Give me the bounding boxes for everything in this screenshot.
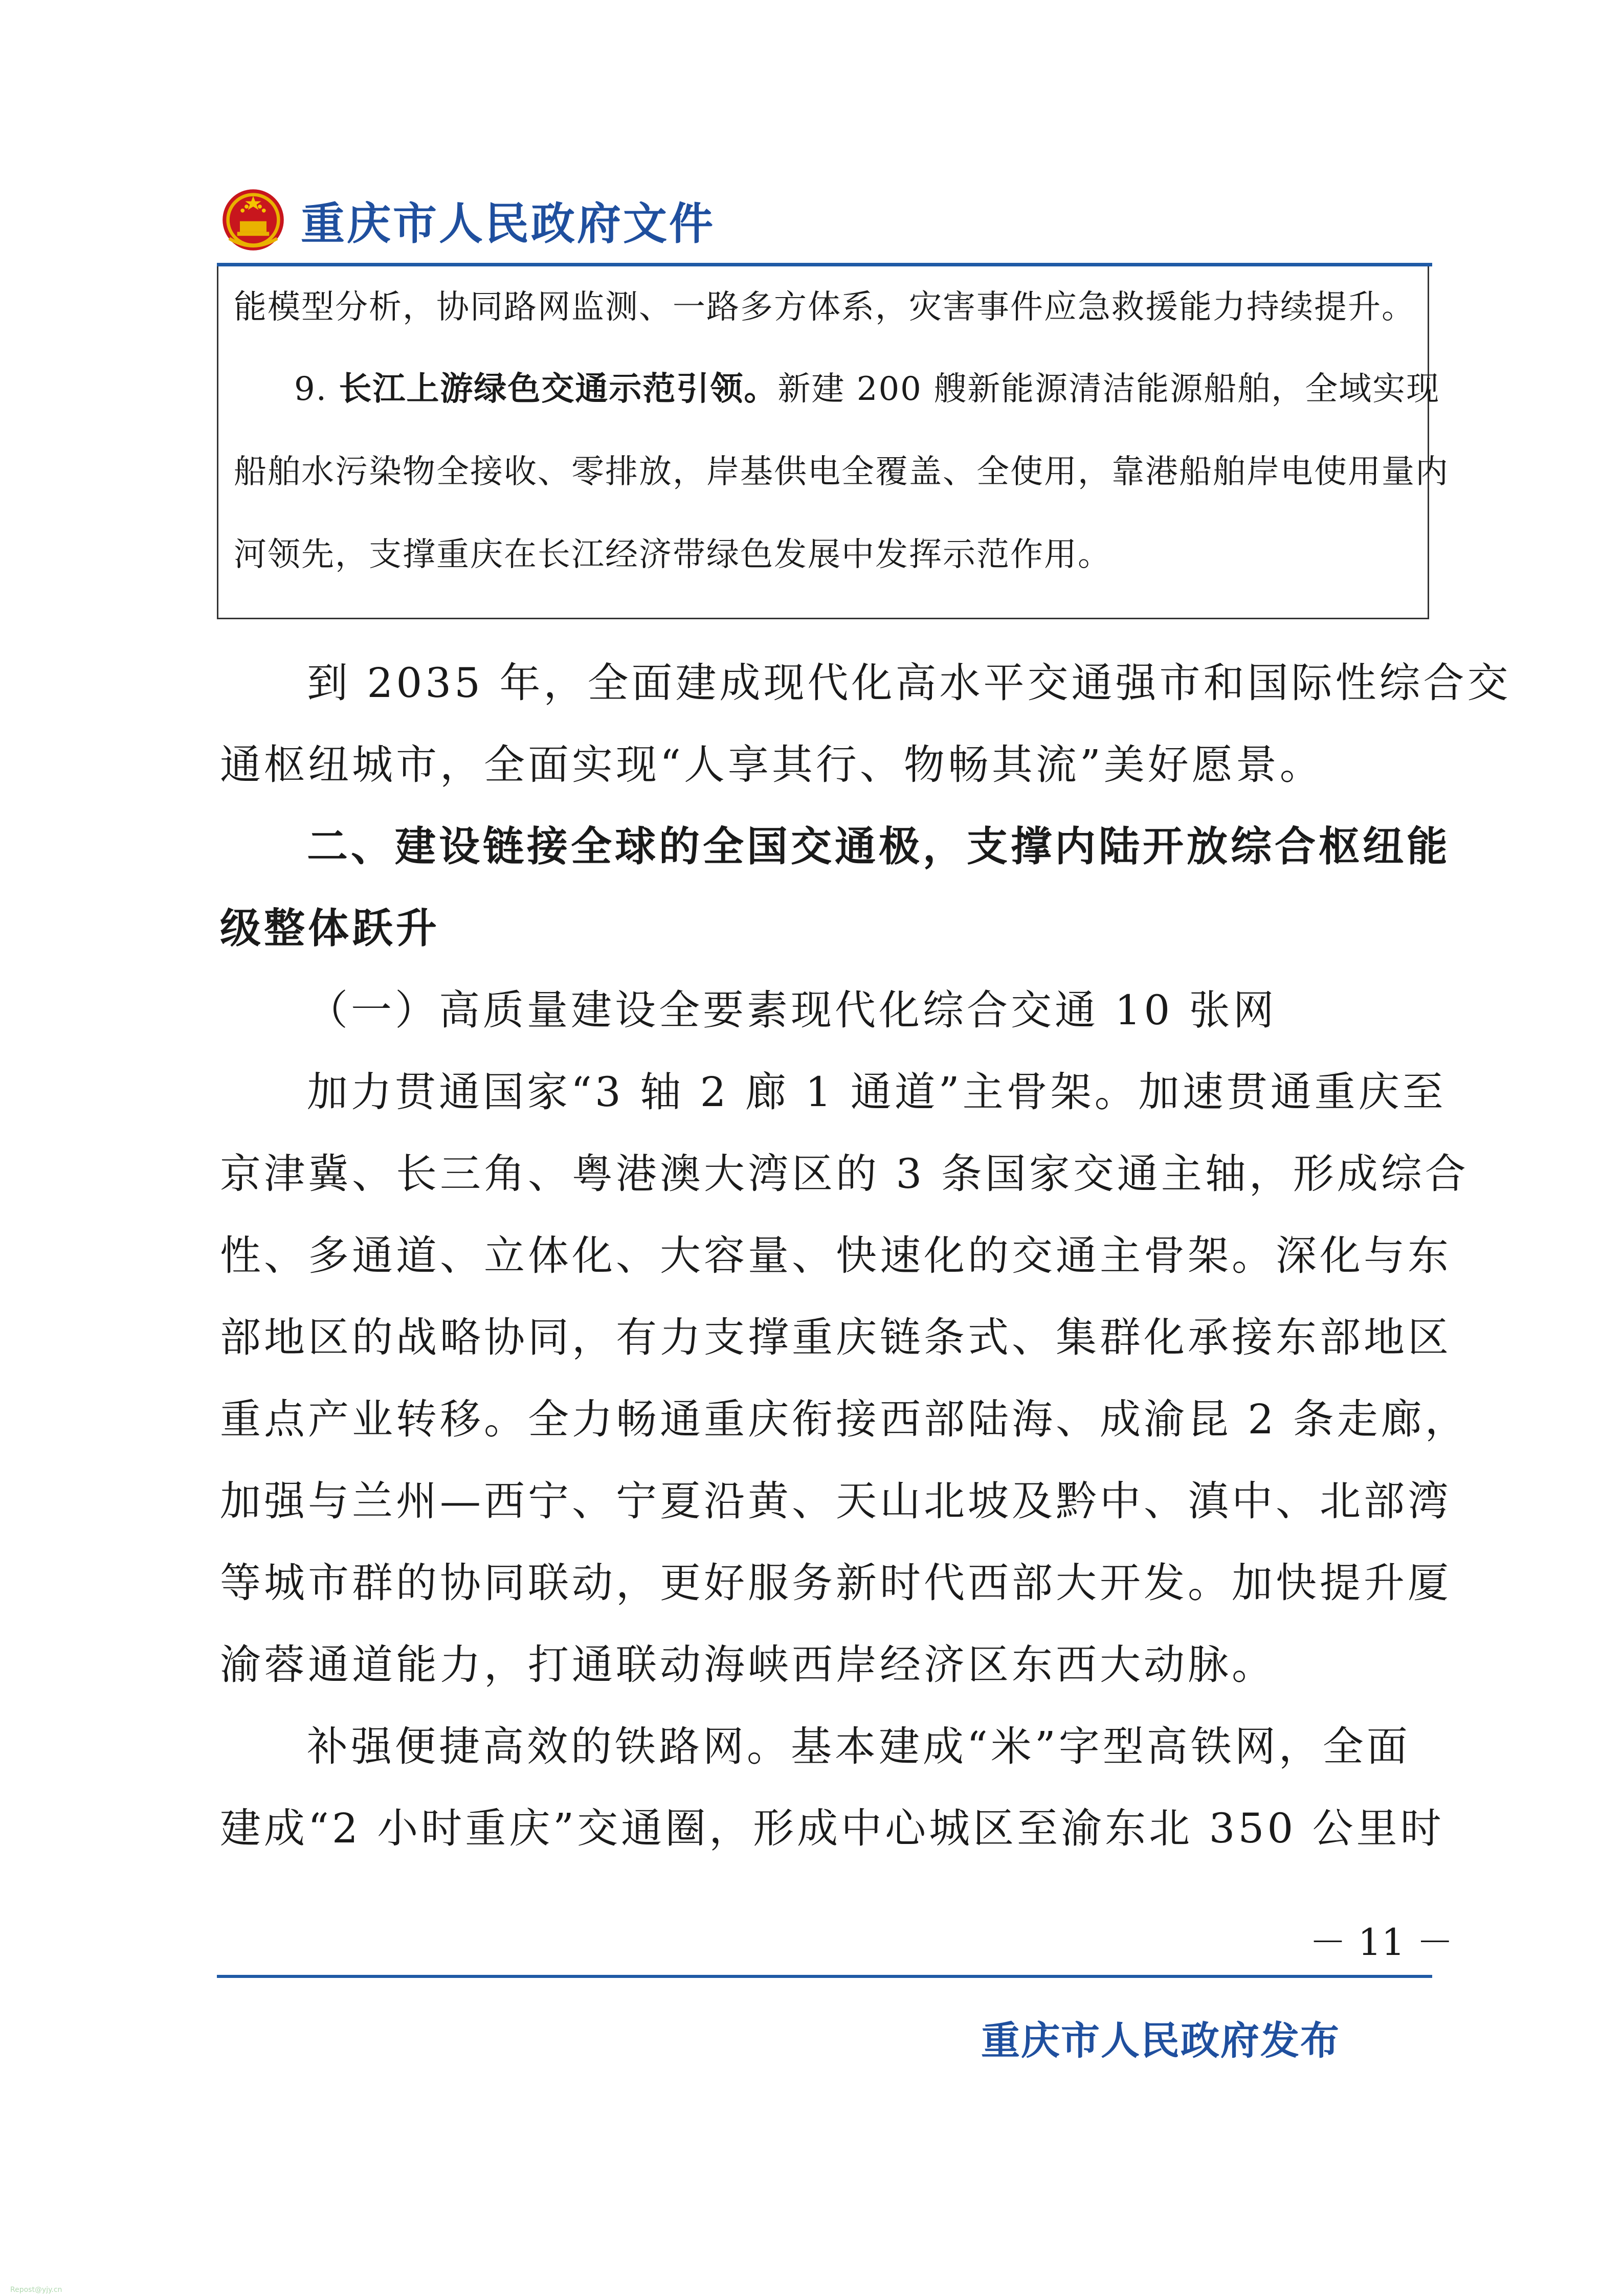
box-item-lead: 长江上游绿色交通示范引领。 (339, 370, 778, 408)
paragraph-line: 性、多通道、立体化、大容量、快速化的交通主骨架。深化与东 (220, 1232, 1452, 1279)
boxed-section (217, 266, 1449, 619)
section-heading: 级整体跃升 (220, 905, 440, 952)
watermark: Repost@yjy.cn (10, 2286, 62, 2294)
box-line: 船舶水污染物全接收、零排放，岸基供电全覆盖、全使用，靠港船舶岸电使用量内 (234, 453, 1449, 491)
paragraph-line: 到 2035 年，全面建成现代化高水平交通强市和国际性综合交 (307, 659, 1511, 707)
paragraph-line: 渝蓉通道能力，打通联动海峡西岸经济区东西大动脉。 (220, 1641, 1276, 1689)
national-emblem-icon (220, 187, 286, 253)
paragraph-line: 补强便捷高效的铁路网。基本建成“米”字型高铁网，全面 (307, 1723, 1411, 1770)
page-number: － 11 － (1309, 1921, 1454, 1964)
box-line: 河领先，支撑重庆在长江经济带绿色发展中发挥示范作用。 (234, 536, 1111, 574)
paragraph-line: 重点产业转移。全力畅通重庆衔接西部陆海、成渝昆 2 条走廊， (220, 1395, 1469, 1443)
paragraph-line: 部地区的战略协同，有力支撑重庆链条式、集群化承接东部地区 (220, 1314, 1452, 1361)
subsection-heading: （一）高质量建设全要素现代化综合交通 10 张网 (307, 986, 1277, 1034)
header-divider (217, 263, 1432, 266)
paragraph-line: 京津冀、长三角、粤港澳大湾区的 3 条国家交通主轴，形成综合 (220, 1150, 1469, 1198)
paragraph-line: 加力贯通国家“3 轴 2 廊 1 通道”主骨架。加速贯通重庆至 (307, 1068, 1447, 1116)
box-line: 能模型分析，协同路网监测、一路多方体系，灾害事件应急救援能力持续提升。 (234, 288, 1415, 326)
box-item-9 (294, 369, 1440, 410)
publisher-label: 重庆市人民政府发布 (981, 2018, 1340, 2063)
document-header (220, 184, 715, 256)
footer-divider (217, 1975, 1432, 1978)
box-item-number: 9. (294, 370, 328, 408)
paragraph-line: 等城市群的协同联动，更好服务新时代西部大开发。加快提升厦 (220, 1559, 1452, 1607)
paragraph-line: 建成“2 小时重庆”交通圈，形成中心城区至渝东北 350 公里时 (220, 1805, 1444, 1852)
document-header-title: 重庆市人民政府文件 (301, 198, 715, 250)
section-heading: 二、建设链接全球的全国交通极，支撑内陆开放综合枢纽能 (307, 823, 1451, 870)
paragraph-line: 通枢纽城市，全面实现“人享其行、物畅其流”美好愿景。 (220, 741, 1324, 789)
paragraph-line: 加强与兰州—西宁、宁夏沿黄、天山北坡及黔中、滇中、北部湾 (220, 1477, 1452, 1525)
box-item-text: 新建 200 艘新能源清洁能源船舶，全域实现 (777, 370, 1440, 408)
